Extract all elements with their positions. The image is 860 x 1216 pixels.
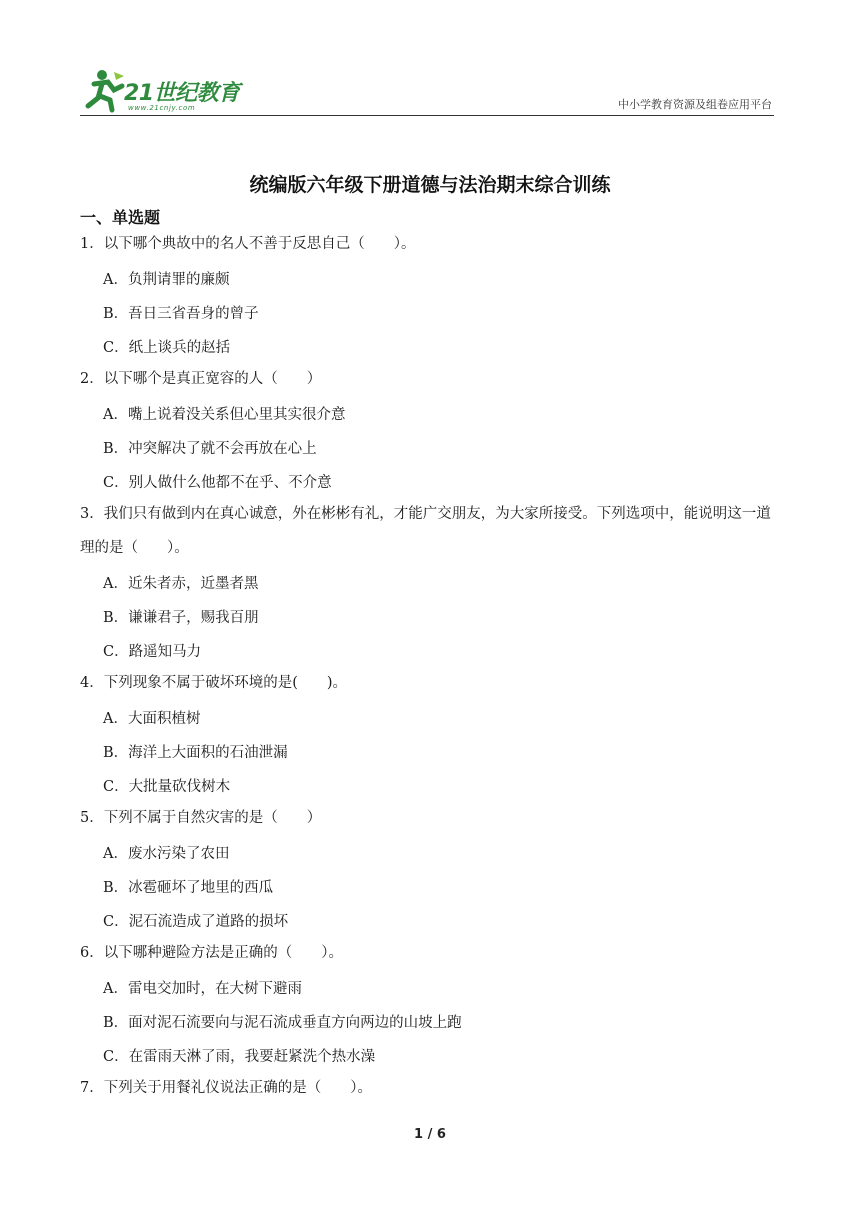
question-1-option-b: B．吾日三省吾身的曾子 <box>103 306 259 322</box>
logo-url: www.21cnjy.com <box>128 104 196 112</box>
question-2-option-b: B．冲突解决了就不会再放在心上 <box>103 441 317 457</box>
page-title: 统编版六年级下册道德与法治期末综合训练 <box>249 174 611 196</box>
question-7-stem: 7．下列关于用餐礼仪说法正确的是（ ）。 <box>80 1080 372 1096</box>
question-3-option-b: B．谦谦君子，赐我百朋 <box>103 610 259 626</box>
logo-text: 21世纪教育 <box>124 81 240 106</box>
question-1-option-a: A．负荆请罪的廉颇 <box>103 272 230 288</box>
question-5-option-b: B．冰雹砸坏了地里的西瓜 <box>103 880 274 896</box>
question-6-option-b: B．面对泥石流要向与泥石流成垂直方向两边的山坡上跑 <box>103 1015 462 1031</box>
question-4-option-c: C．大批量砍伐树木 <box>103 779 231 795</box>
question-5-stem: 5．下列不属于自然灾害的是（ ） <box>80 810 322 826</box>
question-6-option-a: A．雷电交加时，在大树下避雨 <box>103 981 302 997</box>
question-2-option-a: A．嘴上说着没关系但心里其实很介意 <box>103 407 346 423</box>
question-2-option-c: C．别人做什么他都不在乎、不介意 <box>103 475 332 491</box>
page-header <box>80 62 774 114</box>
runner-logo-icon <box>80 66 128 114</box>
section-heading: 一、单选题 <box>80 208 161 227</box>
question-4-option-b: B．海洋上大面积的石油泄漏 <box>103 745 288 761</box>
question-5-option-c: C．泥石流造成了道路的损坏 <box>103 914 289 930</box>
page-number: 1 / 6 <box>414 1127 446 1142</box>
question-6-stem: 6．以下哪种避险方法是正确的（ ）。 <box>80 945 343 961</box>
question-1-stem: 1．以下哪个典故中的名人不善于反思自己（ ）。 <box>80 236 416 252</box>
question-6-option-c: C．在雷雨天淋了雨，我要赶紧洗个热水澡 <box>103 1049 376 1065</box>
question-3-stem: 3．我们只有做到内在真心诚意，外在彬彬有礼，才能广交朋友，为大家所接受。下列选项中，能说明这一道理的是（ ）。 <box>80 506 771 556</box>
header-divider <box>80 115 774 116</box>
logo <box>80 66 250 114</box>
question-4-stem: 4．下列现象不属于破坏环境的是( )。 <box>80 675 348 691</box>
question-1-option-c: C．纸上谈兵的赵括 <box>103 340 231 356</box>
question-3-option-c: C．路遥知马力 <box>103 644 202 660</box>
question-5-option-a: A．废水污染了农田 <box>103 846 230 862</box>
question-2-stem: 2．以下哪个是真正宽容的人（ ） <box>80 371 322 387</box>
question-3-option-a: A．近朱者赤，近墨者黑 <box>103 576 259 592</box>
platform-label: 中小学教育资源及组卷应用平台 <box>618 98 772 111</box>
question-4-option-a: A．大面积植树 <box>103 711 201 727</box>
